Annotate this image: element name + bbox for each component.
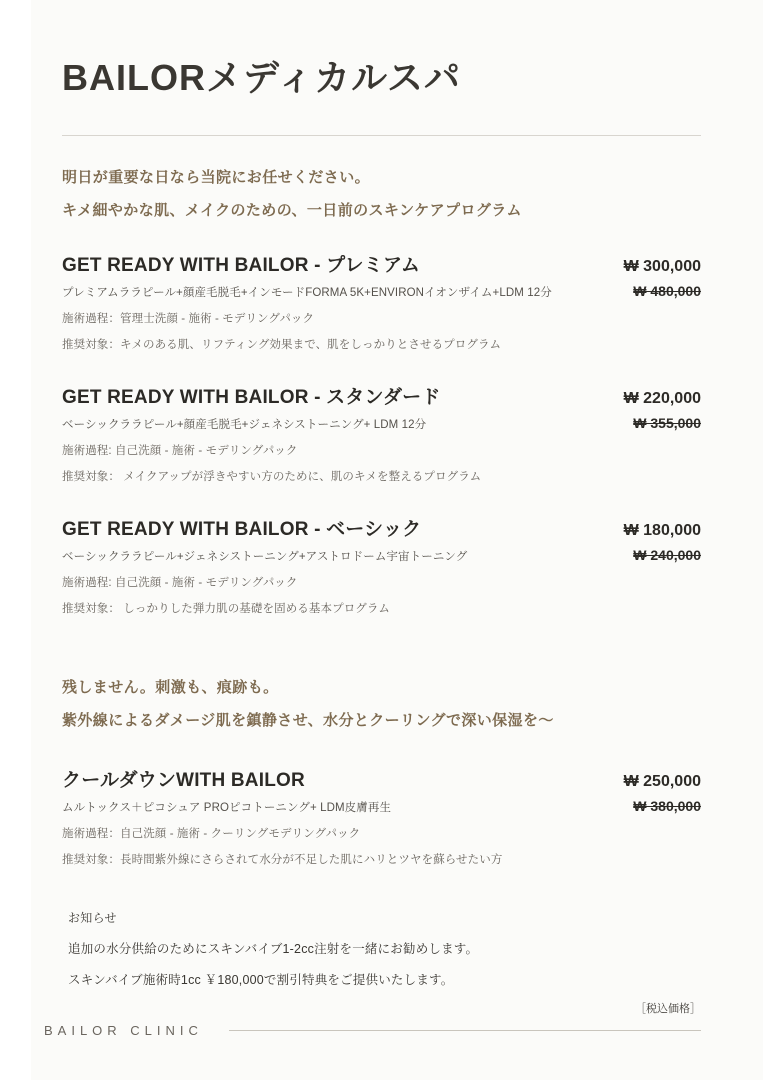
notice-line-2: スキンバイブ施術時1cc ￥180,000で割引特典をご提供いたします。 xyxy=(68,972,454,987)
program-price: ₩ 250,000 xyxy=(623,772,701,790)
program-old-price: ₩ 355,000 xyxy=(633,414,701,431)
program-description: ベーシックララピール+顔産毛脱毛+ジェネシストーニング+ LDM 12分 xyxy=(62,418,427,431)
page-title: BAILORメディカルスパ xyxy=(62,57,462,98)
cooldown-program-item xyxy=(62,765,701,867)
program-process: 施術過程：自己洗顔 - 施術 - クーリングモデリングパック xyxy=(62,827,361,840)
program-subline xyxy=(62,547,701,564)
program-subline xyxy=(62,415,701,432)
left-margin-rail xyxy=(0,0,31,1080)
program-header xyxy=(62,250,701,277)
program-target: 推奨対象： しっかりした弾力肌の基礎を固める基本プログラム xyxy=(62,602,390,615)
program-price: ₩ 300,000 xyxy=(623,257,701,275)
program-name: クールダウンWITH BAILOR xyxy=(62,769,305,791)
notice-line-1: 追加の水分供給のためにスキンバイブ1-2cc注射を一緒にお勧めします。 xyxy=(68,941,479,956)
program-process: 施術過程: 自己洗顔 - 施術 - モデリングパック xyxy=(62,576,298,589)
program-process: 施術過程: 自己洗顔 - 施術 - モデリングパック xyxy=(62,444,298,457)
program-item xyxy=(62,382,701,484)
footer xyxy=(44,1023,701,1038)
program-price: ₩ 220,000 xyxy=(623,389,701,407)
intro-line-2: キメ細やかな肌、メイクのための、一日前のスキンケアプログラム xyxy=(62,201,522,219)
program-target: 推奨対象：キメのある肌、リフティング効果まで、肌をしっかりとさせるプログラム xyxy=(62,338,502,351)
tax-note: ［税込価格］ xyxy=(635,1003,701,1015)
intro-block-secondary xyxy=(62,676,701,730)
intro2-line-1: 残しません。刺激も、痕跡も。 xyxy=(62,678,279,696)
program-item xyxy=(62,514,701,616)
program-subline xyxy=(62,283,701,300)
title-divider xyxy=(62,135,701,136)
program-old-price: ₩ 380,000 xyxy=(633,797,701,814)
program-name: GET READY WITH BAILOR - プレミアム xyxy=(62,254,421,276)
intro-block xyxy=(62,166,701,220)
program-price: ₩ 180,000 xyxy=(623,521,701,539)
program-description: プレミアムララピール+顔産毛脱毛+インモードFORMA 5K+ENVIRONイオンザイム+LDM 12分 xyxy=(62,286,552,299)
program-old-price: ₩ 480,000 xyxy=(633,282,701,299)
poster-content xyxy=(62,0,701,988)
intro-line-1: 明日が重要な日なら当院にお任せください。 xyxy=(62,168,371,186)
program-name: GET READY WITH BAILOR - スタンダード xyxy=(62,386,441,408)
intro2-line-2: 紫外線によるダメージ肌を鎮静させ、水分とクーリングで深い保湿を〜 xyxy=(62,711,554,729)
program-description: ベーシックララピール+ジェネシストーニング+アストロドーム宇宙トーニング xyxy=(62,550,468,563)
program-description: ムルトックス＋ピコシュア PROピコトーニング+ LDM皮膚再生 xyxy=(62,801,392,814)
program-target: 推奨対象： メイクアップが浮きやすい方のために、肌のキメを整えるプログラム xyxy=(62,470,482,483)
program-old-price: ₩ 240,000 xyxy=(633,546,701,563)
program-subline xyxy=(62,798,701,815)
program-process: 施術過程：管理士洗顔 - 施術 - モデリングパック xyxy=(62,312,315,325)
program-header xyxy=(62,382,701,409)
program-header xyxy=(62,514,701,541)
notice-title: お知らせ xyxy=(68,910,117,925)
footer-brand: BAILOR CLINIC xyxy=(44,1023,203,1038)
program-name: GET READY WITH BAILOR - ベーシック xyxy=(62,518,422,540)
footer-divider xyxy=(229,1030,701,1031)
program-item xyxy=(62,250,701,352)
program-header xyxy=(62,765,701,792)
program-target: 推奨対象：長時間紫外線にさらされて水分が不足した肌にハリとツヤを蘇らせたい方 xyxy=(62,853,503,866)
notice-block xyxy=(62,909,701,988)
